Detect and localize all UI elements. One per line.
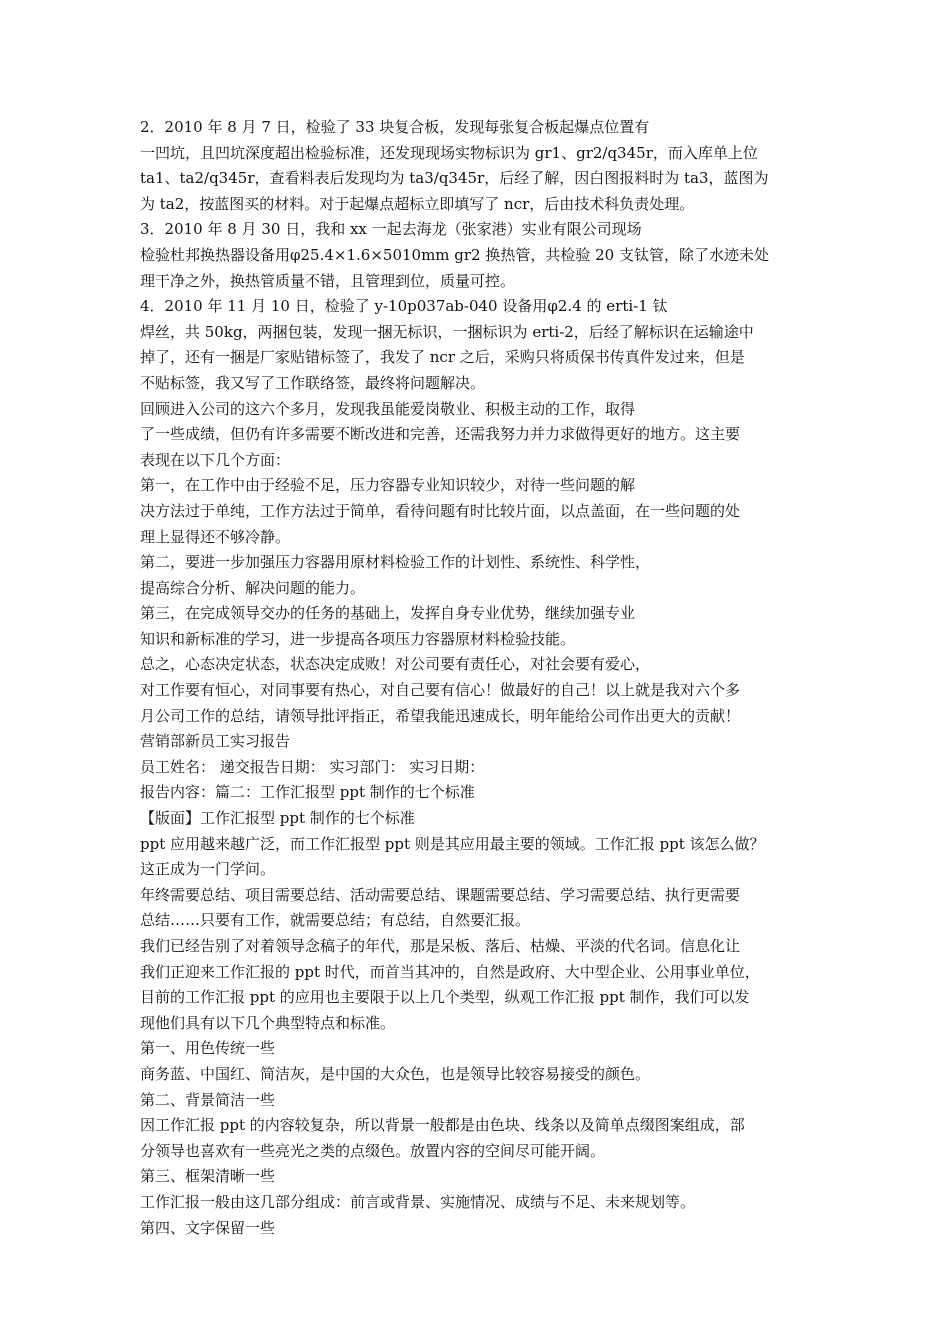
text-line: 4．2010 年 11 月 10 日，检验了 y-10p037ab-040 设备用φ2.4 的 erti-1 钛 xyxy=(140,297,668,316)
text-line: 2．2010 年 8 月 7 日，检验了 33 块复合板，发现每张复合板起爆点位置有 xyxy=(140,118,650,136)
report-title: 营销部新员工实习报告 xyxy=(140,732,291,751)
text-line: ppt 应用越来越广泛，而工作汇报型 ppt 则是其应用最主要的领域。工作汇报 ppt 该怎么做？ xyxy=(140,834,765,853)
text-line: 检验杜邦换热器设备用φ25.4×1.6×5010mm gr2 换热管，共检验 20 支钛管，除了水迹未处 xyxy=(140,245,769,264)
text-line: 目前的工作汇报 ppt 的应用也主要限于以上几个类型，纵观工作汇报 ppt 制作，我们可以发 xyxy=(140,988,750,1007)
subheading: 第一、用色传统一些 xyxy=(140,1039,276,1058)
report-fields: 员工姓名： 递交报告日期： 实习部门： 实习日期： xyxy=(140,757,485,776)
document-body xyxy=(140,115,814,1241)
text-line: 总之，心态决定状态，状态决定成败！对公司要有责任心，对社会要有爱心， xyxy=(140,655,651,674)
text-line: 工作汇报一般由这几部分组成：前言或背景、实施情况、成绩与不足、未来规划等。 xyxy=(140,1192,696,1211)
text-line: 焊丝，共 50kg，两捆包装，发现一捆无标识，一捆标识为 erti-2，后经了解标识在运输途中 xyxy=(140,322,754,341)
text-line: 3．2010 年 8 月 30 日，我和 xx 一起去海龙（张家港）实业有限公司现场 xyxy=(140,220,642,239)
text-line: 我们已经告别了对着领导念稿子的年代，那是呆板、落后、枯燥、平淡的代名词。信息化让 xyxy=(140,937,741,955)
text-line: 不贴标签，我又写了工作联络签，最终将问题解决。 xyxy=(140,373,486,392)
text-line: 这正成为一门学问。 xyxy=(140,860,276,879)
text-line: 决方法过于单纯，工作方法过于简单，看待问题有时比较片面，以点盖面，在一些问题的处 xyxy=(140,501,741,520)
text-line: 第二，要进一步加强压力容器用原材料检验工作的计划性、系统性、科学性， xyxy=(140,553,651,572)
text-line: 分领导也喜欢有一些亮光之类的点缀色。放置内容的空间尽可能开阔。 xyxy=(140,1141,606,1160)
text-line: 因工作汇报 ppt 的内容较复杂，所以背景一般都是由色块、线条以及简单点缀图案组成，部 xyxy=(140,1116,745,1135)
subheading: 第四、文字保留一些 xyxy=(140,1218,276,1237)
subheading: 第二、背景简洁一些 xyxy=(140,1090,276,1109)
text-line: 报告内容：篇二：工作汇报型 ppt 制作的七个标准 xyxy=(140,783,475,802)
section-heading: 【版面】工作汇报型 ppt 制作的七个标准 xyxy=(140,809,415,828)
text-line: 回顾进入公司的这六个多月，发现我虽能爱岗敬业、积极主动的工作，取得 xyxy=(140,399,636,418)
text-line: 商务蓝、中国红、简洁灰，是中国的大众色，也是领导比较容易接受的颜色。 xyxy=(140,1064,651,1083)
text-line: 掉了，还有一捆是厂家贴错标签了，我发了 ncr 之后，采购只将质保书传真件发过来，但是 xyxy=(140,348,745,367)
text-line: 知识和新标准的学习，进一步提高各项压力容器原材料检验技能。 xyxy=(140,629,576,648)
text-line: 为 ta2，按蓝图买的材料。对于起爆点超标立即填写了 ncr，后由技术科负责处理。 xyxy=(140,194,695,213)
text-line: 提高综合分析、解决问题的能力。 xyxy=(140,578,366,597)
text-line: 月公司工作的总结，请领导批评指正，希望我能迅速成长，明年能给公司作出更大的贡献！ xyxy=(140,706,741,725)
text-line: 总结……只要有工作，就需要总结；有总结，自然要汇报。 xyxy=(140,911,531,930)
text-line: 了一些成绩，但仍有许多需要不断改进和完善，还需我努力并力求做得更好的地方。这主要 xyxy=(140,425,741,444)
text-line: 我们正迎来工作汇报的 ppt 时代，而首当其冲的，自然是政府、大中型企业、公用事业单位， xyxy=(140,962,760,981)
text-line: 年终需要总结、项目需要总结、活动需要总结、课题需要总结、学习需要总结、执行更需要 xyxy=(140,885,741,904)
text-line: 第一，在工作中由于经验不足，压力容器专业知识较少，对待一些问题的解 xyxy=(140,476,636,495)
text-line: 第三，在完成领导交办的任务的基础上，发挥自身专业优势，继续加强专业 xyxy=(140,604,636,623)
text-line: 理干净之外，换热管质量不错，且管理到位，质量可控。 xyxy=(140,271,516,290)
subheading: 第三、框架清晰一些 xyxy=(140,1167,276,1186)
text-line: 一凹坑，且凹坑深度超出检验标准，还发现现场实物标识为 gr1、gr2/q345r，而入库单上位 xyxy=(140,143,758,162)
text-line: ta1、ta2/q345r，查看料表后发现均为 ta3/q345r，后经了解，因白图报料时为 ta3，蓝图为 xyxy=(140,169,769,188)
text-line: 表现在以下几个方面： xyxy=(140,450,291,469)
text-line: 对工作要有恒心，对同事要有热心，对自己要有信心！做最好的自己！以上就是我对六个多 xyxy=(140,681,741,700)
text-line: 理上显得还不够冷静。 xyxy=(140,527,291,546)
text-line: 现他们具有以下几个典型特点和标准。 xyxy=(140,1013,396,1032)
